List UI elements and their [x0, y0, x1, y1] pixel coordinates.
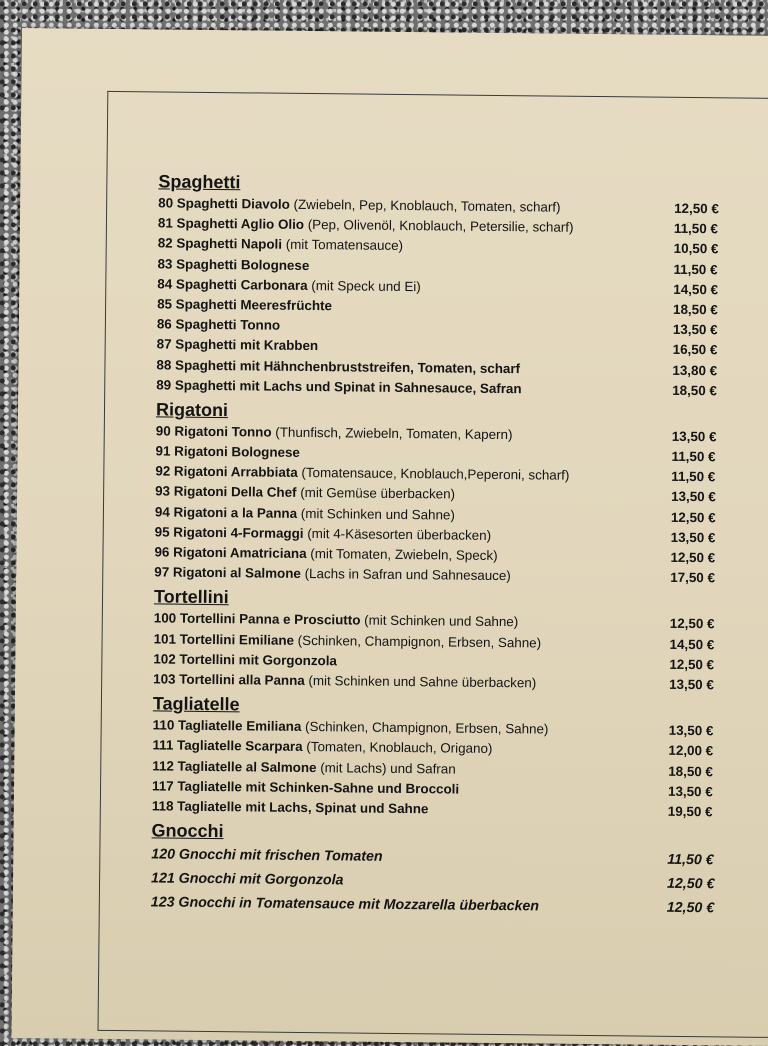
- menu-item-description: (mit Lachs) und Safran: [316, 760, 455, 776]
- menu-item-description: (Schinken, Champignon, Erbsen, Sahne): [294, 632, 541, 650]
- menu-section-tagliatelle: [152, 692, 733, 823]
- menu-item-price: 13,50 €: [669, 675, 733, 696]
- menu-item-name: 102 Tortellini mit Gorgonzola: [153, 651, 337, 668]
- menu-item-text: [154, 563, 511, 587]
- menu-item-description: (mit Schinken und Sahne): [297, 506, 455, 523]
- menu-item-price: 13,50 €: [669, 721, 733, 742]
- menu-item-price: 18,50 €: [668, 761, 732, 782]
- menu-section-gnocchi: [151, 818, 732, 920]
- section-heading: Gnocchi: [151, 818, 731, 848]
- menu-item-name: 117 Tagliatelle mit Schinken-Sahne und Broccoli: [152, 778, 459, 796]
- menu-item-price: 12,00 €: [668, 741, 732, 762]
- menu-item-name: 121 Gnocchi mit Gorgonzola: [151, 870, 344, 888]
- menu-item-text: [157, 274, 421, 297]
- menu-item-name: 87 Spaghetti mit Krabben: [157, 337, 319, 354]
- menu-item-price: 12,50 €: [669, 655, 733, 676]
- section-heading: Rigatoni: [156, 397, 736, 427]
- menu-item-name: 92 Rigatoni Arrabbiata: [155, 464, 298, 480]
- menu-item-name: 97 Rigatoni al Salmone: [154, 565, 301, 582]
- menu-item-name: 110 Tagliatelle Emiliana: [153, 718, 302, 735]
- menu-item-price: 11,50 €: [667, 848, 731, 873]
- menu-item-price: 19,50 €: [668, 802, 732, 823]
- menu-item-text: [153, 669, 536, 693]
- section-heading: Tagliatelle: [153, 692, 733, 722]
- menu-item-name: 83 Spaghetti Bolognese: [157, 256, 309, 273]
- menu-item-price: 13,80 €: [672, 360, 736, 381]
- menu-item-name: 81 Spaghetti Aglio Olio: [158, 216, 304, 233]
- menu-item-text: [157, 294, 332, 316]
- menu-item-name: 91 Rigatoni Bolognese: [155, 443, 299, 460]
- menu-item-text: [152, 796, 429, 819]
- menu-item-text: [151, 890, 539, 918]
- menu-item-description: (mit Tomatensauce): [282, 237, 403, 253]
- menu-item-description: (Tomatensauce, Knoblauch,Peperoni, scharf): [298, 465, 570, 483]
- menu-item-name: 120 Gnocchi mit frischen Tomaten: [151, 846, 382, 864]
- menu-item-price: 11,50 €: [671, 467, 735, 488]
- menu-section-spaghetti: [156, 169, 738, 401]
- menu-item-price: 11,50 €: [674, 219, 738, 240]
- menu-item-description: (mit Speck und Ei): [308, 278, 421, 294]
- menu-item-price: 17,50 €: [670, 568, 734, 589]
- menu-item-name: 86 Spaghetti Tonno: [157, 317, 280, 333]
- menu-item-text: [151, 866, 344, 892]
- menu-item-price: 16,50 €: [673, 340, 737, 361]
- menu-item-price: 12,50 €: [671, 507, 735, 528]
- menu-item-description: (Schinken, Champignon, Erbsen, Sahne): [301, 719, 548, 737]
- menu-item-description: (Pep, Olivenöl, Knoblauch, Petersilie, scharf): [304, 217, 574, 235]
- menu-item-text: [157, 254, 309, 276]
- menu-item-text: [153, 649, 337, 671]
- menu-item-name: 85 Spaghetti Meeresfrüchte: [157, 296, 332, 313]
- menu-item-price: 14,50 €: [669, 634, 733, 655]
- menu-item-text: [158, 234, 404, 257]
- menu-item-description: (Lachs in Safran und Sahnesauce): [301, 566, 511, 583]
- menu-item-description: (Thunfisch, Zwiebeln, Tomaten, Kapern): [272, 425, 513, 443]
- menu-item-name: 80 Spaghetti Diavolo: [158, 195, 290, 211]
- menu-item-name: 118 Tagliatelle mit Lachs, Spinat und Sahne: [152, 798, 429, 816]
- menu-item-price: 13,50 €: [671, 487, 735, 508]
- menu-item-description: (Zwiebeln, Pep, Knoblauch, Tomaten, scharf): [290, 197, 561, 215]
- menu-item-name: 103 Tortellini alla Panna: [153, 671, 305, 688]
- menu-section-rigatoni: [154, 397, 736, 589]
- menu-item-text: [157, 315, 280, 336]
- menu-item-text: [155, 441, 300, 463]
- menu-item-text: [151, 842, 383, 868]
- menu-item-name: 88 Spaghetti mit Hähnchenbruststreifen, Tomaten, scharf: [156, 357, 520, 376]
- menu-item-description: (mit Gemüse überbacken): [296, 485, 455, 502]
- menu-item-name: 89 Spaghetti mit Lachs und Spinat in Sahnesauce, Safran: [156, 377, 521, 396]
- menu-item-name: 123 Gnocchi in Tomatensauce mit Mozzarella überbacken: [151, 894, 539, 914]
- menu-item-text: [157, 335, 319, 357]
- menu-item-name: 100 Tortellini Panna e Prosciutto: [154, 611, 361, 628]
- menu-item-text: [156, 375, 522, 399]
- menu-item-description: (mit Schinken und Sahne überbacken): [305, 673, 537, 690]
- menu-item-price: 12,50 €: [667, 896, 731, 921]
- section-heading: Spaghetti: [158, 169, 738, 199]
- menu-item-name: 82 Spaghetti Napoli: [158, 236, 282, 252]
- menu-item-name: 101 Tortellini Emiliane: [154, 631, 295, 647]
- menu-item-price: 14,50 €: [673, 280, 737, 301]
- menu-item-price: 12,50 €: [670, 548, 734, 569]
- menu-item-price: 12,50 €: [667, 872, 731, 897]
- menu-paper: [11, 28, 768, 1046]
- menu-item-name: 93 Rigatoni Della Chef: [155, 484, 297, 500]
- menu-item-name: 96 Rigatoni Amatriciana: [154, 544, 306, 561]
- menu-item-price: 12,50 €: [674, 199, 738, 220]
- menu-item-price: 13,50 €: [672, 427, 736, 448]
- menu-item-name: 95 Rigatoni 4-Formaggi: [155, 524, 304, 541]
- menu-item-price: 13,50 €: [668, 781, 732, 802]
- menu-item-price: 18,50 €: [673, 300, 737, 321]
- menu-item-name: 84 Spaghetti Carbonara: [157, 276, 307, 293]
- menu-item-description: (mit 4-Käsesorten überbacken): [303, 526, 491, 543]
- menu-item-name: 111 Tagliatelle Scarpara: [152, 738, 302, 755]
- menu-item-price: 10,50 €: [674, 239, 738, 260]
- menu-item-name: 90 Rigatoni Tonno: [156, 423, 272, 439]
- menu-item-price: 11,50 €: [673, 259, 737, 280]
- menu-item-name: 112 Tagliatelle al Salmone: [152, 758, 316, 775]
- menu-item-price: 13,50 €: [671, 528, 735, 549]
- menu-section-tortellini: [153, 585, 734, 696]
- menu-item-price: 12,50 €: [670, 614, 734, 635]
- menu-item-price: 11,50 €: [671, 447, 735, 468]
- section-heading: Tortellini: [154, 585, 734, 615]
- menu-item-description: (Tomaten, Knoblauch, Origano): [303, 739, 493, 756]
- menu-item-price: 18,50 €: [672, 381, 736, 402]
- menu-item-name: 94 Rigatoni a la Panna: [155, 504, 297, 520]
- menu-item-description: (mit Schinken und Sahne): [360, 613, 518, 630]
- menu-item: [151, 890, 731, 920]
- menu-item-price: 13,50 €: [673, 320, 737, 341]
- menu-content: [151, 169, 739, 922]
- menu-item-description: (mit Tomaten, Zwiebeln, Speck): [306, 546, 497, 563]
